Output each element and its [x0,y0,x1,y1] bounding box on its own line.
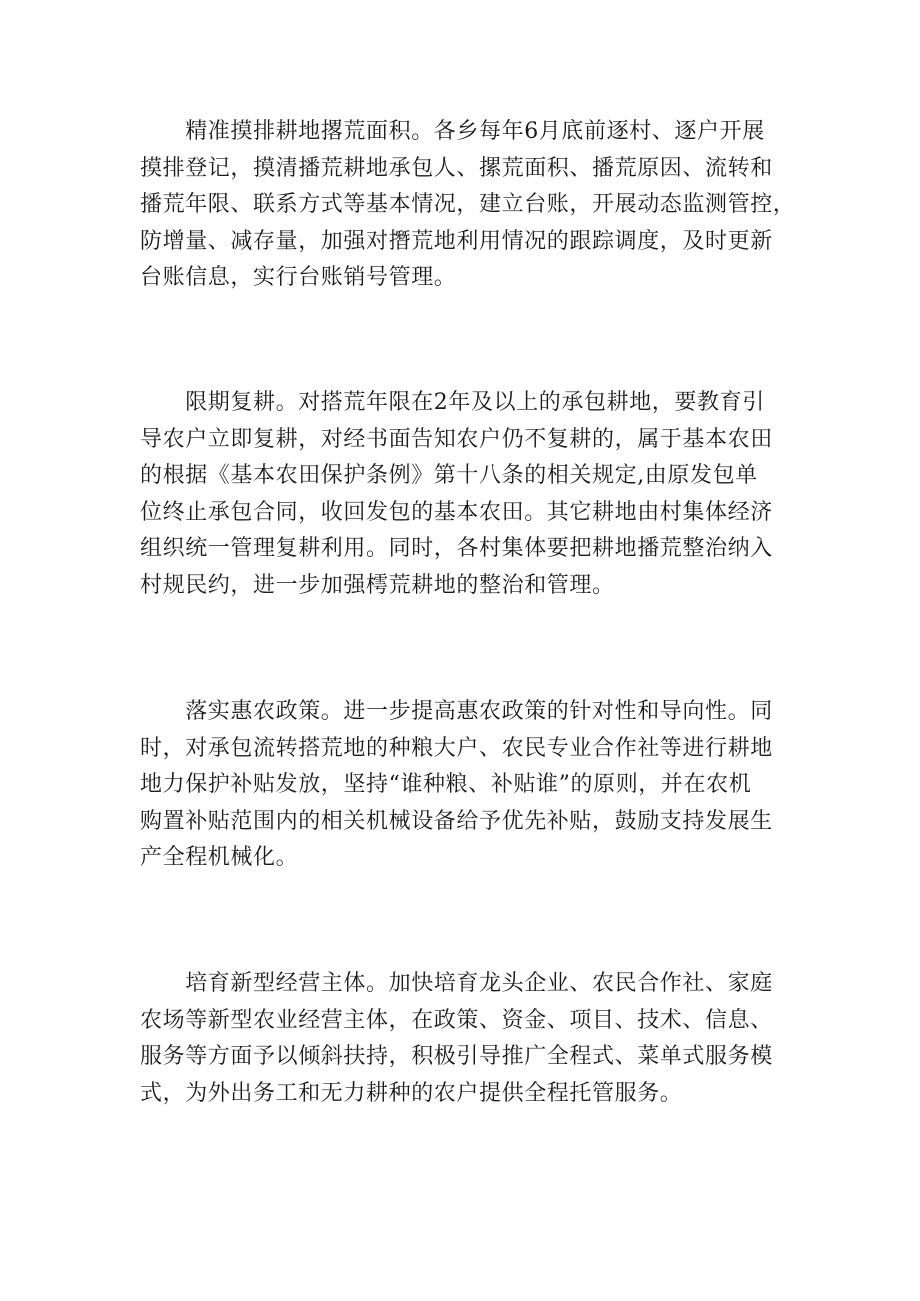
text-line: 播荒年限、联系方式等基本情况，建立台账，开展动态监测管控， [140,192,796,217]
text-line: 精准摸排耕地撂荒面积。各乡每年6月底前逐村、逐户开展 [140,119,765,144]
text-line: 的根据《基本农田保护条例》第十八条的相关规定,由原发包单 [140,463,758,488]
text-line: 组织统一管理复耕利用。同时，各村集体要把耕地播荒整治纳入 [140,536,773,561]
text-line: 式，为外出务工和无力耕种的农户提供全程托管服务。 [140,1080,683,1106]
paragraph-new-business-entities [140,966,820,1112]
text-line: 摸排登记，摸清播荒耕地承包人、摞荒面积、播荒原因、流转和 [140,155,773,181]
text-line: 时，对承包流转搭荒地的种粮大户、农民专业合作社等进行耕地 [140,735,773,761]
text-line: 导农户立即复耕，对经书面告知农户仍不复耕的，属于基本农田 [140,426,773,452]
text-line: 台账信息，实行台账销号管理。 [140,265,457,290]
text-line: 购置补贴范围内的相关机械设备给予优先补贴，鼓励支持发展生 [140,808,773,834]
paragraph-agricultural-policy [140,694,820,877]
text-line: 培育新型经营主体。加快培育龙头企业、农民合作社、家庭 [140,971,773,996]
text-line: 村规民约，进一步加强樗荒耕地的整治和管理。 [140,572,615,598]
text-line: 产全程机械化。 [140,845,299,870]
text-line: 地力保护补贴发放，坚持“谁种粮、补贴谁”的原则，并在农机 [140,772,752,797]
text-line: 农场等新型农业经营主体，在政策、资金、项目、技术、信息、 [140,1007,773,1033]
text-line: 落实惠农政策。进一步提高惠农政策的针对性和导向性。同 [140,699,773,724]
text-line: 限期复耕。对搭荒年限在2年及以上的承包耕地，要教育引 [140,390,765,415]
paragraph-restore-cultivation [140,385,820,604]
paragraph-survey-abandoned-land [140,114,820,297]
text-line: 位终止承包合同，收回发包的基本农田。其它耕地由村集体经济 [140,499,773,525]
text-line: 服务等方面予以倾斜扶持，积极引导推广全程式、菜单式服务模 [140,1044,773,1069]
text-line: 防增量、减存量，加强对撍荒地利用情况的跟踪调度，及时更新 [140,228,773,254]
